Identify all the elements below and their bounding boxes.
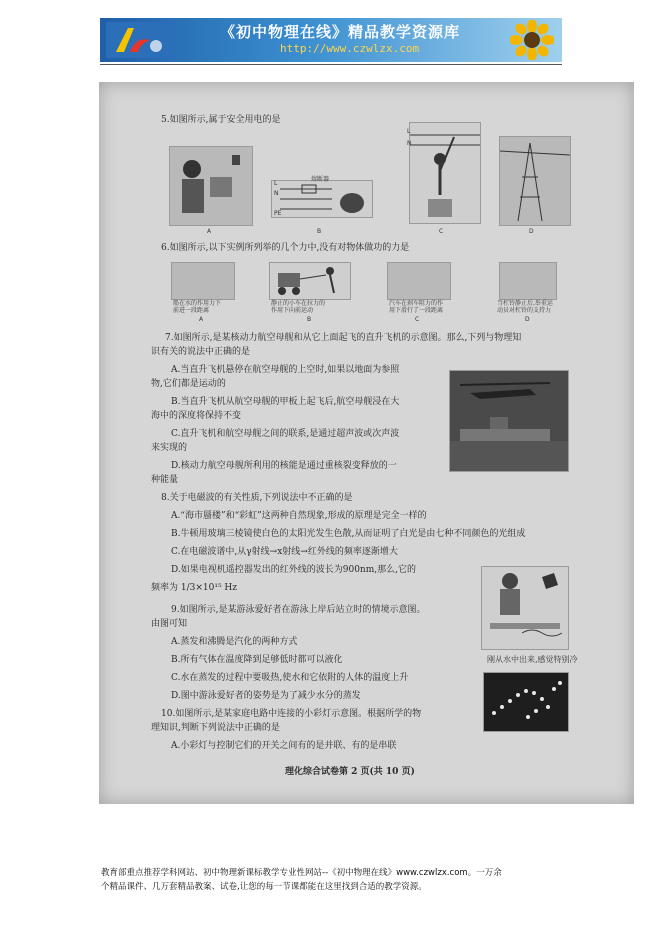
q5-option-d: D (529, 228, 534, 235)
sunflower-icon (510, 20, 554, 60)
q5-figure-c (409, 122, 481, 224)
q7-aircraft-carrier-image (449, 370, 569, 472)
footer-line-1: 教育部重点推荐学科网站、初中物理新课标教学专业性网站--《初中物理在线》www.czwlzx.com。一万余 (101, 868, 502, 878)
string-lights-icon (484, 673, 568, 731)
q6-caption-c: 汽车在刹车阻力的作 用下滑行了一段距离 (389, 300, 444, 314)
q6-caption-a: 船在水的作用力下 前进一段距离 (173, 300, 222, 314)
q7-line-8: 来实现的 (151, 443, 188, 453)
q5-label-l2: L (407, 128, 411, 135)
question-5: 5.如图所示,属于安全用电的是 (161, 115, 281, 125)
q6-caption-b: 静止的小车在拉力的 作用下向前运动 (271, 300, 326, 314)
q5-label-pe: PE (274, 210, 282, 217)
q6-figure-d (499, 262, 557, 300)
q5-figure-a (169, 146, 253, 226)
site-logo-icon (106, 22, 176, 58)
q10-line-1: 10.如图所示,是某家庭电路中连接的小彩灯示意图。根据所学的物 (161, 709, 422, 719)
q10-line-2: 理知识,判断下列说法中正确的是 (151, 723, 280, 733)
q10-lights-image (483, 672, 569, 732)
q7-line-10: 种能量 (151, 475, 179, 485)
header-divider (100, 64, 562, 65)
q7-line-5: B.当直升飞机从航空母舰的甲板上起飞后,航空母舰浸在大 (171, 397, 400, 407)
q5-option-a: A (207, 228, 212, 235)
cold-swimmer-icon (482, 567, 568, 649)
banner-title: 《初中物理在线》精品教学资源库 (220, 23, 461, 41)
q6-option-a: A (199, 316, 204, 323)
q6-option-d: D (525, 316, 530, 323)
q9-line-4: B.所有气体在温度降到足够低时都可以液化 (171, 655, 343, 665)
q7-line-1: 7.如图所示,是某核动力航空母舰和从它上面起飞的直升飞机的示意图。那么,下列与物理知 (165, 333, 522, 343)
q8-line-6: 频率为 1/3×10¹⁵ Hz (151, 583, 238, 593)
q9-swimmer-image (481, 566, 569, 650)
q9-image-caption: 刚从水中出来,感觉特别冷 (487, 655, 578, 664)
exam-page-scan (99, 82, 634, 804)
q5-figure-d (499, 136, 571, 226)
q7-line-3: A.当直升飞机悬停在航空母舰的上空时,如果以地面为参照 (171, 365, 400, 375)
q6-caption-d: 当杠铃静止后,举重运 动员对杠铃的支持力 (497, 300, 553, 314)
q5-label-fuse: 熔断器 (311, 176, 330, 183)
q9-line-6: D.图中游泳爱好者的姿势是为了减少水分的蒸发 (171, 691, 361, 701)
q6-option-c: C (415, 316, 420, 323)
q8-line-5: D.如果电视机遥控器发出的红外线的波长为900nm,那么,它的 (171, 565, 416, 575)
q7-line-6: 海中的深度将保持不变 (151, 411, 242, 421)
q5-label-l: L (274, 180, 278, 187)
q7-line-7: C.直升飞机和航空母舰之间的联系,是通过超声波或次声波 (171, 429, 400, 439)
footer-line-2: 个精品课件、几万套精品教案、试卷,让您的每一节课都能在这里找到合适的教学资源。 (101, 882, 427, 892)
q9-line-2: 由图可知 (151, 619, 188, 629)
q5-label-n2: N (407, 140, 412, 147)
q6-figure-a (171, 262, 235, 300)
person-plug-icon (170, 147, 252, 225)
q9-line-5: C.水在蒸发的过程中要吸热,使水和它依附的人体的温度上升 (171, 673, 409, 683)
helicopter-carrier-icon (450, 371, 568, 471)
q8-line-4: C.在电磁波谱中,从γ射线→x射线→红外线的频率逐渐增大 (171, 547, 398, 557)
circuit-kettle-icon (272, 181, 372, 217)
person-wire-icon (410, 123, 480, 223)
q5-label-n: N (274, 190, 279, 197)
q6-option-b: B (307, 316, 312, 323)
q8-line-1: 8.关于电磁波的有关性质,下列说法中不正确的是 (161, 493, 353, 503)
q8-line-2: A.“海市蜃楼”和“彩虹”这两种自然现象,形成的原理是完全一样的 (171, 511, 427, 521)
q5-figure-b (271, 180, 373, 218)
q7-line-4: 物,它们都是运动的 (151, 379, 226, 389)
q6-figure-c (387, 262, 451, 300)
exam-page-number: 理化综合试卷第 2 页(共 10 页) (285, 767, 415, 777)
q5-option-c: C (439, 228, 444, 235)
q5-option-b: B (317, 228, 322, 235)
q9-line-3: A.蒸发和沸腾是汽化的两种方式 (171, 637, 298, 647)
q8-line-3: B.牛顿用玻璃三棱镜使白色的太阳光发生色散,从而证明了白光是由七种不同颜色的光组成 (171, 529, 526, 539)
q9-line-1: 9.如图所示,是某游泳爱好者在游泳上岸后站立时的情境示意图。 (171, 605, 426, 615)
power-tower-icon (500, 137, 570, 225)
cart-pull-icon (270, 263, 350, 299)
banner-url[interactable]: http://www.czwlzx.com (280, 42, 420, 55)
q7-line-9: D.核动力航空母舰所利用的核能是通过重核裂变释放的一 (171, 461, 397, 471)
q10-line-3: A.小彩灯与控制它们的开关之间有的是并联、有的是串联 (171, 741, 397, 751)
site-banner (100, 18, 562, 62)
q7-line-2: 识有关的说法中正确的是 (151, 347, 251, 357)
question-6: 6.如图所示,以下实例所列举的几个力中,没有对物体做功的力是 (161, 243, 410, 253)
q6-figure-b (269, 262, 351, 300)
